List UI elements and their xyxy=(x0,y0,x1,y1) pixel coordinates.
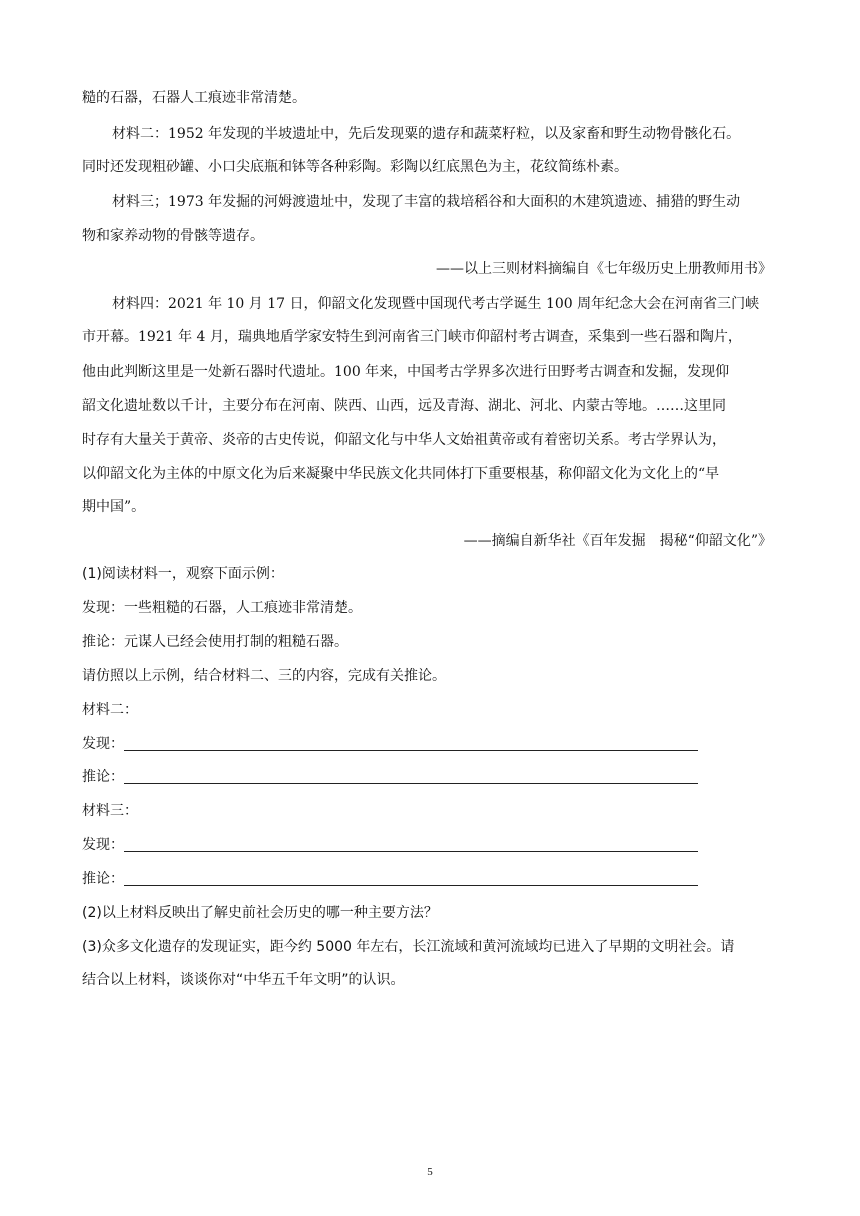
question1-intro: (1)阅读材料一，观察下面示例： xyxy=(82,566,284,582)
material1-tail: 糙的石器，石器人工痕迹非常清楚。 xyxy=(82,90,306,106)
question3-line: (3)众多文化遗存的发现证实，距今约 5000 年左右，长江流域和黄河流域均已进入了早期的文明社会。请 xyxy=(82,939,735,955)
inference-label: 推论： xyxy=(82,871,124,887)
source-citation: ——以上三则材料摘编自《七年级历史上册教师用书》 xyxy=(436,261,772,277)
finding-label: 发现： xyxy=(82,736,124,752)
material3-line: 物和家养动物的骨骸等遗存。 xyxy=(82,228,264,244)
material3-label: 材料三： xyxy=(82,803,138,819)
material3-finding-row xyxy=(82,835,698,855)
material2-inference-row xyxy=(82,767,698,787)
material4-line: 期中国”。 xyxy=(82,499,146,515)
material3-finding-answer-blank[interactable] xyxy=(124,850,698,852)
question3-line: 结合以上材料，谈谈你对“中华五千年文明”的认识。 xyxy=(82,972,405,988)
material2-line: 材料二：1952 年发现的半坡遗址中，先后发现粟的遗存和蔬菜籽粒，以及家畜和野生动物骨骸化石。 xyxy=(112,126,741,142)
material4-line: 时存有大量关于黄帝、炎帝的古史传说，仰韶文化与中华人文始祖黄帝或有着密切关系。考古学界认为， xyxy=(82,432,726,448)
material4-line: 他由此判断这里是一处新石器时代遗址。100 年来，中国考古学界多次进行田野考古调查和发掘，发现仰 xyxy=(82,364,730,380)
page-number: 5 xyxy=(427,1166,433,1178)
material2-finding-row xyxy=(82,734,698,754)
material4-line: 韶文化遗址数以千计，主要分布在河南、陕西、山西，远及青海、湖北、河北、内蒙古等地。……这里同 xyxy=(82,398,726,414)
source-citation: ——摘编自新华社《百年发掘 揭秘“仰韶文化”》 xyxy=(463,533,772,549)
example-inference: 推论：元谋人已经会使用打制的粗糙石器。 xyxy=(82,634,348,650)
material3-line: 材料三；1973 年发掘的河姆渡遗址中，发现了丰富的栽培稻谷和大面积的木建筑遗迹、捕猎的野生动 xyxy=(112,194,741,210)
material4-line: 市开幕。1921 年 4 月，瑞典地盾学家安特生到河南省三门峡市仰韶村考古调查，采集到一些石器和陶片， xyxy=(82,329,742,345)
finding-label: 发现： xyxy=(82,837,124,853)
example-finding: 发现：一些粗糙的石器，人工痕迹非常清楚。 xyxy=(82,600,362,616)
material3-inference-row xyxy=(82,869,698,889)
question1-instruction: 请仿照以上示例，结合材料二、三的内容，完成有关推论。 xyxy=(82,668,446,684)
material2-inference-answer-blank[interactable] xyxy=(124,782,698,784)
material2-finding-answer-blank[interactable] xyxy=(124,749,698,751)
material3-inference-answer-blank[interactable] xyxy=(124,884,698,886)
material4-line: 以仰韶文化为主体的中原文化为后来凝聚中华民族文化共同体打下重要根基，称仰韶文化为文化上的“早 xyxy=(82,466,720,482)
material2-label: 材料二： xyxy=(82,702,138,718)
material4-line: 材料四：2021 年 10 月 17 日，仰韶文化发现暨中国现代考古学诞生 100 周年纪念大会在河南省三门峡 xyxy=(112,296,760,312)
question2: (2)以上材料反映出了解史前社会历史的哪一种主要方法？ xyxy=(82,905,438,921)
inference-label: 推论： xyxy=(82,769,124,785)
material2-line: 同时还发现粗砂罐、小口尖底瓶和钵等各种彩陶。彩陶以红底黑色为主，花纹简练朴素。 xyxy=(82,159,628,175)
